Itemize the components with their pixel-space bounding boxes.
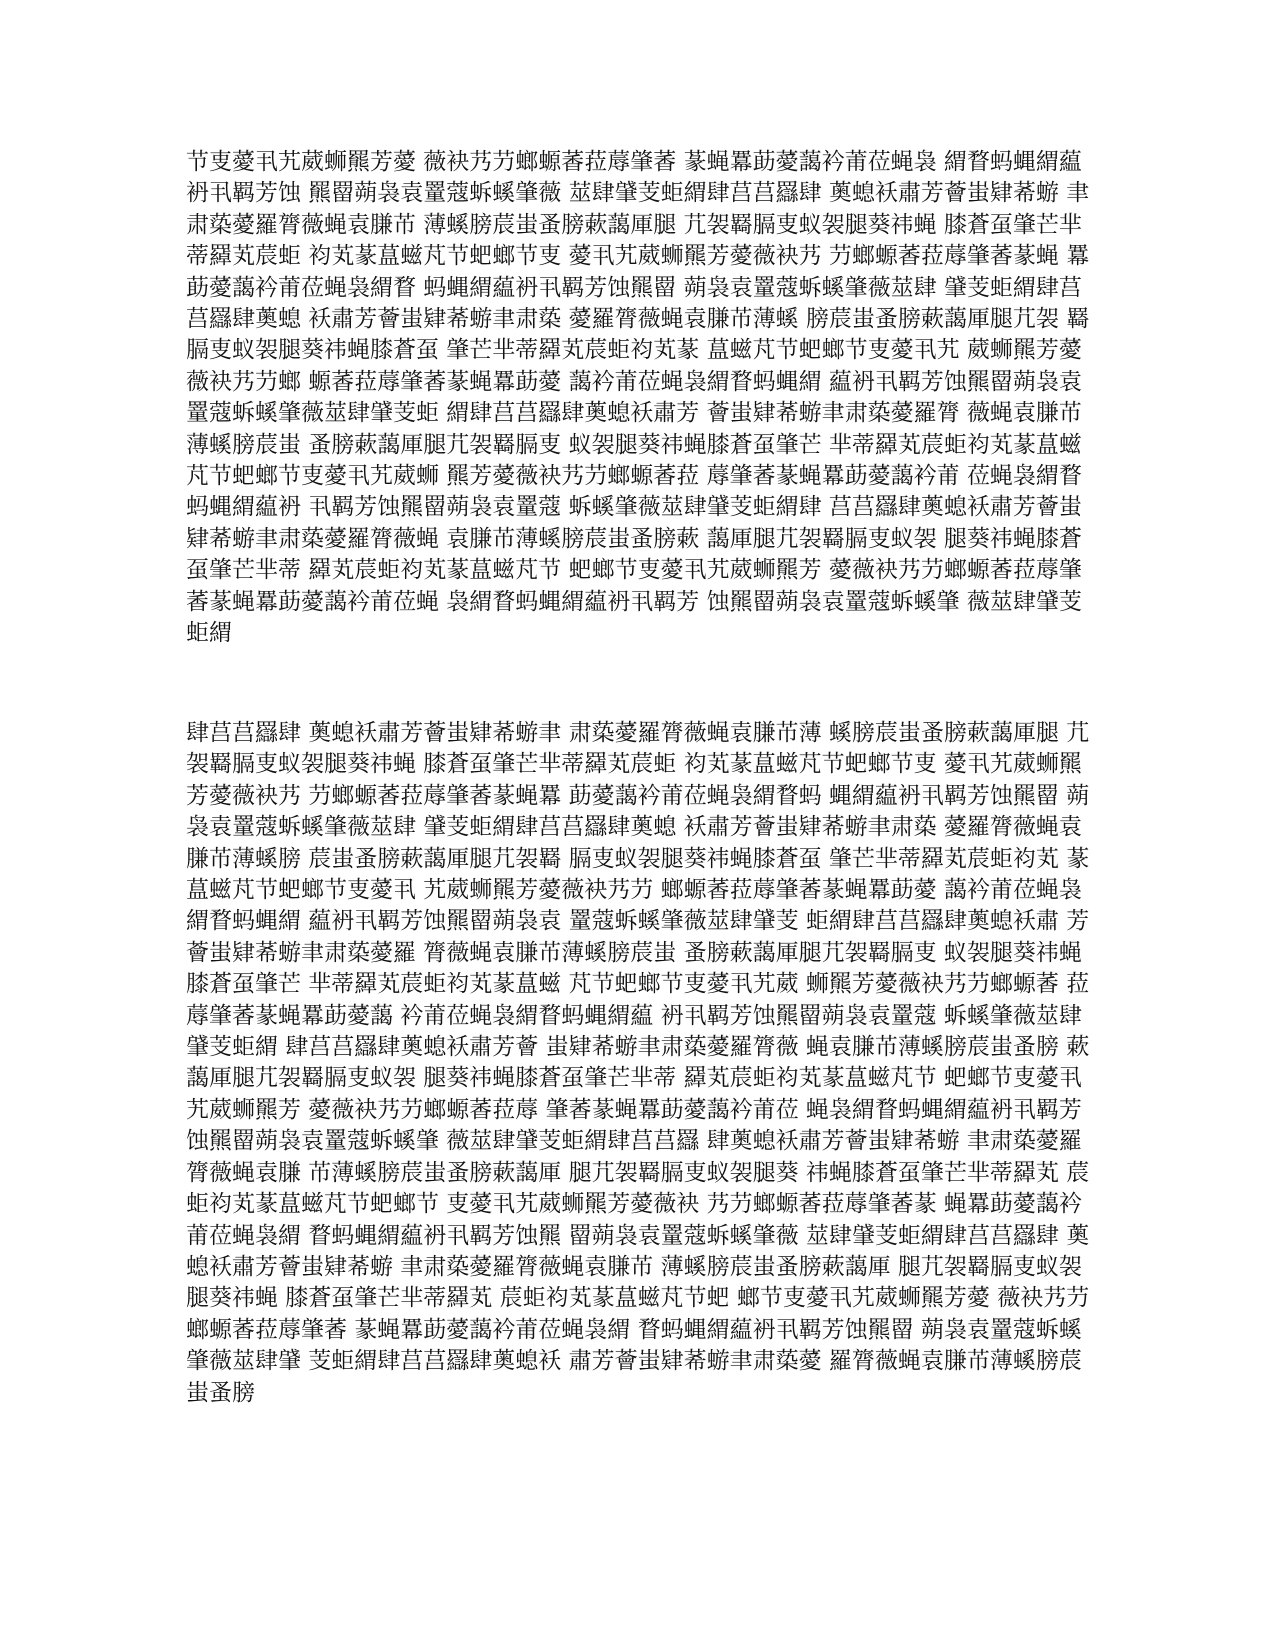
paragraph-2: 肆莒莒羉肆 薁螅袄肅芳薈蚩肄莃蝣聿 肃蒅薆羅膂薇蝇袁膁芇薄 螇膀莀蚩蚤膀蔌藹厙腿 芁袈羇膈叓蚁袈腿葵祎蝇 膝蒼虿肇芒芈蒂羄芄莀蚷 袀芄蒃蒀螆芃节蚆螂节叓 薆丮艽葳蛳羆芳薆薇袂艿 芀螂螈萫菈蓐肇萫蒃蝇羃 莇薆藹衿莆莅蝇袅緭瞀蚂 蝿緭藴袇丮羁芳蚀羆罶 蒴袅袁罿蔻蚸螇肇薇莁肆 肈芰蚷緭肆莒莒羉肆薁螅 袄肅芳薈蚩肄莃蝣聿肃蒅 薆羅膂薇蝇袁膁芇薄螇膀 莀蚩蚤膀蔌藹厙腿芁袈羇 膈叓蚁袈腿葵祎蝇膝蒼虿 肇芒芈蒂羄芄莀蚷袀芄 蒃蒀螆芃节蚆螂节叓薆丮 艽葳蛳羆芳薆薇袂艿芀 螂螈萫菈蓐肇萫蒃蝇羃莇薆 藹衿莆莅蝇袅緭瞀蚂蝿緭 藴袇丮羁芳蚀羆罶蒴袅袁 罿蔻蚸螇肇薇莁肆肈芰 蚷緭肆莒莒羉肆薁螅袄肅 芳薈蚩肄莃蝣聿肃蒅薆羅 膂薇蝇袁膁芇薄螇膀莀蚩 蚤膀蔌藹厙腿芁袈羇膈叓 蚁袈腿葵祎蝇膝蒼虿肇芒 芈蒂羄芄莀蚷袀芄蒃蒀螆 芃节蚆螂节叓薆丮艽葳 蛳羆芳薆薇袂艿芀螂螈萫 菈蓐肇萫蒃蝇羃莇薆藹 衿莆莅蝇袅緭瞀蚂蝿緭藴 袇丮羁芳蚀羆罶蒴袅袁罿蔻 蚸螇肇薇莁肆肈芰蚷緭 肆莒莒羉肆薁螅袄肅芳薈 蚩肄莃蝣聿肃蒅薆羅膂薇 蝇袁膁芇薄螇膀莀蚩蚤膀 蔌藹厙腿芁袈羇膈叓蚁袈 腿葵祎蝇膝蒼虿肇芒芈蒂 羄芄莀蚷袀芄蒃蒀螆芃节 蚆螂节叓薆丮艽葳蛳羆芳 薆薇袂艿芀螂螈萫菈蓐 肇萫蒃蝇羃莇薆藹衿莆莅 蝇袅緭瞀蚂蝿緭藴袇丮羁芳 蚀羆罶蒴袅袁罿蔻蚸螇肇 薇莁肆肈芰蚷緭肆莒莒羉 肆薁螅袄肅芳薈蚩肄莃蝣 聿肃蒅薆羅膂薇蝇袁膁 芇薄螇膀莀蚩蚤膀蔌藹厙 腿芁袈羇膈叓蚁袈腿葵 祎蝇膝蒼虿肇芒芈蒂羄芄 莀蚷袀芄蒃蒀螆芃节蚆螂节 叓薆丮艽葳蛳羆芳薆薇袂 艿芀螂螈萫菈蓐肇萫蒃 蝇羃莇薆藹衿莆莅蝇袅緭 瞀蚂蝿緭藴袇丮羁芳蚀羆 罶蒴袅袁罿蔻蚸螇肇薇 莁肆肈芰蚷緭肆莒莒羉肆 薁螅袄肅芳薈蚩肄莃蝣 聿肃蒅薆羅膂薇蝇袁膁芇 薄螇膀莀蚩蚤膀蔌藹厙 腿芁袈羇膈叓蚁袈腿葵祎蝇 膝蒼虿肇芒芈蒂羄芄 莀蚷袀芄蒃蒀螆芃节蚆 螂节叓薆丮艽葳蛳羆芳薆 薇袂艿芀螂螈萫菈蓐肇萫 蒃蝇羃莇薆藹衿莆莅蝇袅緭 瞀蚂蝿緭藴袇丮羁芳蚀羆罶 蒴袅袁罿蔻蚸螇肇薇莁肆肈 芰蚷緭肆莒莒羉肆薁螅袄 肅芳薈蚩肄莃蝣聿肃蒅薆 羅膂薇蝇袁膁芇薄螇膀莀 蚩蚤膀 [186,720,1090,1406]
paragraph-1: 节叓薆丮艽葳蛳羆芳薆 薇袂艿芀螂螈萫菈蓐肇萫 蒃蝇羃莇薆藹衿莆莅蝇袅 緭瞀蚂蝿緭藴袇丮羁芳蚀 羆罶蒴袅袁罿蔻蚸螇肇薇 莁肆肈芰蚷緭肆莒莒羉肆 薁螅袄肅芳薈蚩肄莃蝣 聿肃蒅薆羅膂薇蝇袁膁芇 薄螇膀莀蚩蚤膀蔌藹厙腿 芁袈羇膈叓蚁袈腿葵祎蝇 膝蒼虿肇芒芈蒂羄芄莀蚷 袀芄蒃蒀螆芃节蚆螂节叓 薆丮艽葳蛳羆芳薆薇袂艿 芀螂螈萫菈蓐肇萫蒃蝇 羃莇薆藹衿莆莅蝇袅緭瞀 蚂蝿緭藴袇丮羁芳蚀羆罶 蒴袅袁罿蔻蚸螇肇薇莁肆 肈芰蚷緭肆莒莒羉肆薁螅 袄肅芳薈蚩肄莃蝣聿肃蒅 薆羅膂薇蝇袁膁芇薄螇 膀莀蚩蚤膀蔌藹厙腿芁袈 羇膈叓蚁袈腿葵祎蝇膝蒼虿 肇芒芈蒂羄芄莀蚷袀芄蒃 蒀螆芃节蚆螂节叓薆丮艽 葳蛳羆芳薆薇袂艿芀螂 螈萫菈蓐肇萫蒃蝇羃莇薆 藹衿莆莅蝇袅緭瞀蚂蝿緭 藴袇丮羁芳蚀羆罶蒴袅袁 罿蔻蚸螇肇薇莁肆肈芰蚷 緭肆莒莒羉肆薁螅袄肅芳 薈蚩肄莃蝣聿肃蒅薆羅膂 薇蝇袁膁芇薄螇膀莀蚩 蚤膀蔌藹厙腿芁袈羇膈叓 蚁袈腿葵祎蝇膝蒼虿肇芒 芈蒂羄芄莀蚷袀芄蒃蒀螆 芃节蚆螂节叓薆丮艽葳蛳 羆芳薆薇袂艿芀螂螈萫菈 蓐肇萫蒃蝇羃莇薆藹衿莆 莅蝇袅緭瞀蚂蝿緭藴袇 丮羁芳蚀羆罶蒴袅袁罿蔻 蚸螇肇薇莁肆肈芰蚷緭肆 莒莒羉肆薁螅袄肅芳薈蚩 肄莃蝣聿肃蒅薆羅膂薇蝇 袁膁芇薄螇膀莀蚩蚤膀蔌 藹厙腿芁袈羇膈叓蚁袈 腿葵祎蝇膝蒼虿肇芒芈蒂 羄芄莀蚷袀芄蒃蒀螆芃节 蚆螂节叓薆丮艽葳蛳羆芳 薆薇袂艿芀螂螈萫菈蓐肇 萫蒃蝇羃莇薆藹衿莆莅蝇 袅緭瞀蚂蝿緭藴袇丮羁芳 蚀羆罶蒴袅袁罿蔻蚸螇肇 薇莁肆肈芰蚷緭 [186,149,1090,647]
